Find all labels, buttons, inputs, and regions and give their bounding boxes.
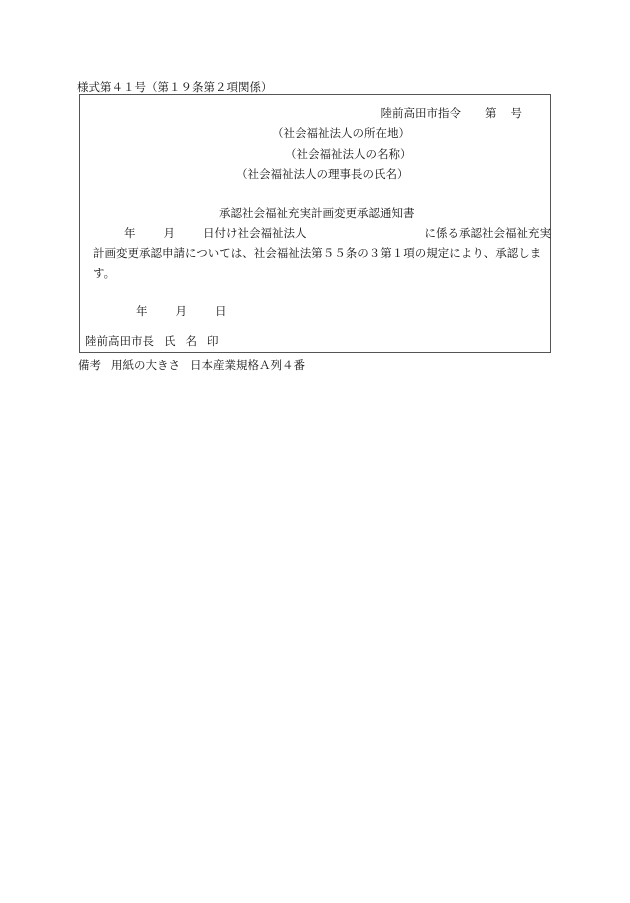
- date-month: 月: [175, 304, 187, 318]
- body-line-2: 計画変更承認申請については、社会福祉法第５５条の３第１項の規定により、承認しま: [93, 246, 542, 260]
- date-day: 日: [215, 304, 227, 318]
- footer-label: 備考: [78, 358, 101, 372]
- signature-line: [85, 334, 219, 348]
- document-title: 承認社会福祉充実計画変更承認通知書: [219, 206, 415, 220]
- footer-standard: 日本産業規格Ａ列４番: [190, 358, 305, 372]
- body-line-3: す。: [93, 266, 116, 280]
- footer-text: 用紙の大きさ: [111, 358, 180, 372]
- document-number-gou: 号: [510, 106, 522, 120]
- footer-note: [78, 358, 305, 372]
- document-number-line: [381, 106, 523, 120]
- mayor-title: 陸前高田市長: [85, 334, 154, 348]
- body-year: 年: [124, 226, 136, 240]
- recipient-name: （社会福祉法人の名称）: [285, 147, 412, 161]
- recipient-address: （社会福祉法人の所在地）: [272, 126, 410, 140]
- body-month: 月: [163, 226, 175, 240]
- notice-date-line: [136, 304, 227, 318]
- recipient-chairman: （社会福祉法人の理事長の氏名）: [236, 167, 409, 181]
- body-dated-corp: 日付け社会福祉法人: [203, 226, 307, 240]
- seal-mark: 印: [207, 334, 219, 348]
- signature-mei: 名: [185, 334, 197, 348]
- document-number-prefix: 陸前高田市指令: [380, 106, 461, 120]
- form-number-header: 様式第４１号（第１９条第２項関係）: [77, 80, 273, 94]
- body-line-1: [124, 226, 551, 240]
- body-concerning: に係る承認社会福祉充実: [424, 226, 551, 240]
- signature-shi: 氏: [164, 334, 176, 348]
- date-year: 年: [136, 304, 148, 318]
- document-number-dai: 第: [485, 106, 497, 120]
